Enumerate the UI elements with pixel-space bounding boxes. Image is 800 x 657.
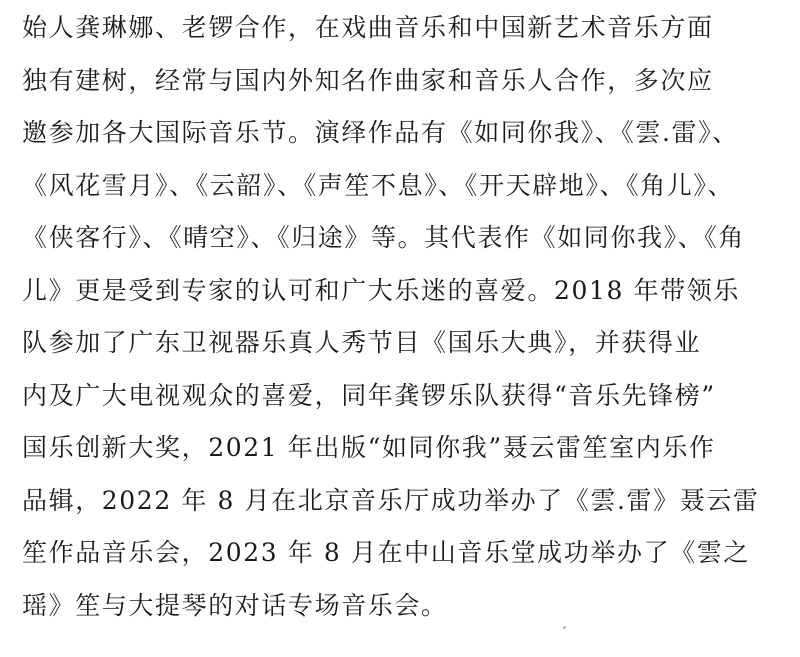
text-line-10: 品辑，2022 年 8 月在北京音乐厅成功举办了《雲.雷》聂云雷 <box>22 486 760 515</box>
text-line-7: 队参加了广东卫视器乐真人秀节目《国乐大典》，并获得业 <box>22 328 702 357</box>
text-line-4: 《风花雪月》、《云韶》、《声笙不息》、《开天辟地》、《角儿》、 <box>22 171 735 200</box>
text-line-1: 始人龚琳娜、老锣合作，在戏曲音乐和中国新艺术音乐方面 <box>22 13 714 42</box>
text-line-8: 内及广大电视观众的喜爱，同年龚锣乐队获得“音乐先锋榜” <box>22 381 716 410</box>
text-line-9: 国乐创新大奖，2021 年出版“如同你我”聂云雷笙室内乐作 <box>22 433 716 462</box>
text-line-12: 瑶》笙与大提琴的对话专场音乐会。 <box>22 591 448 620</box>
text-line-2: 独有建树，经常与国内外知名作曲家和音乐人合作，多次应 <box>22 66 714 95</box>
stray-dot <box>563 626 566 629</box>
text-line-3: 邀参加各大国际音乐节。演绎作品有《如同你我》、《雲.雷》、 <box>22 118 739 147</box>
text-line-11: 笙作品音乐会，2023 年 8 月在中山音乐堂成功举办了《雲之 <box>22 538 750 567</box>
text-line-6: 儿》更是受到专家的认可和广大乐迷的喜爱。2018 年带领乐 <box>22 276 740 305</box>
text-line-5: 《侠客行》、《晴空》、《归途》等。其代表作《如同你我》、《角 <box>22 223 746 252</box>
